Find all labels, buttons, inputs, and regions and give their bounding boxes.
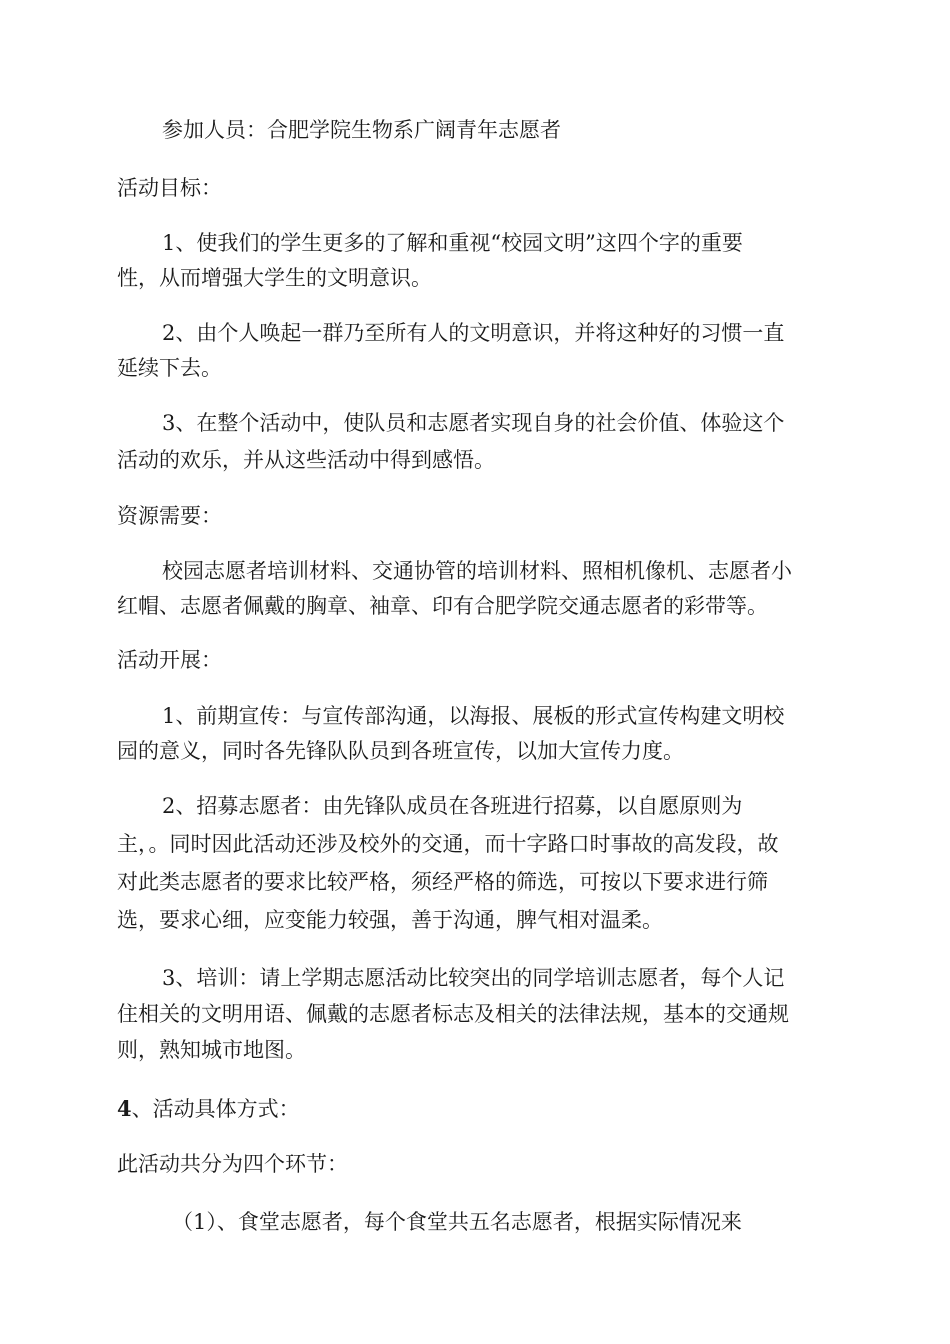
goals-heading: 活动目标：	[117, 176, 222, 200]
goal-2-line-2: 延续下去。	[117, 356, 222, 380]
goal-3-line-2: 活动的欢乐，并从这些活动中得到感悟。	[117, 448, 495, 472]
section-1-line: （1）、食堂志愿者，每个食堂共五名志愿者，根据实际情况来	[172, 1210, 742, 1234]
activity-2-line-2: 主，。同时因此活动还涉及校外的交通，而十字路口时事故的高发段，故	[117, 832, 779, 856]
activity-4-heading	[117, 1090, 300, 1128]
resources-line-1: 校园志愿者培训材料、交通协管的培训材料、照相机像机、志愿者小	[162, 559, 792, 583]
goal-2-line-1: 2、由个人唤起一群乃至所有人的文明意识，并将这种好的习惯一直	[162, 321, 785, 345]
activities-heading: 活动开展：	[117, 648, 222, 672]
participants-line: 参加人员：合肥学院生物系广阔青年志愿者	[162, 118, 561, 142]
activity-2-line-1: 2、招募志愿者：由先锋队成员在各班进行招募，以自愿原则为	[162, 794, 743, 818]
activity-1-line-1: 1、前期宣传：与宣传部沟通，以海报、展板的形式宣传构建文明校	[162, 704, 785, 728]
resources-line-2: 红帽、志愿者佩戴的胸章、袖章、印有合肥学院交通志愿者的彩带等。	[117, 594, 768, 618]
activity-1-line-2: 园的意义，同时各先锋队队员到各班宣传，以加大宣传力度。	[117, 739, 684, 763]
resources-heading: 资源需要：	[117, 504, 222, 528]
activity-3-line-1: 3、培训：请上学期志愿活动比较突出的同学培训志愿者，每个人记	[162, 966, 785, 990]
goal-1-line-2: 性，从而增强大学生的文明意识。	[117, 266, 432, 290]
activity-3-line-2: 住相关的文明用语、佩戴的志愿者标志及相关的法律法规，基本的交通规	[117, 1002, 789, 1026]
sections-intro: 此活动共分为四个环节：	[117, 1152, 348, 1176]
activity-4-number: 4	[117, 1096, 132, 1121]
activity-4-text: 、活动具体方式：	[131, 1097, 300, 1121]
goal-3-line-1: 3、在整个活动中，使队员和志愿者实现自身的社会价值、体验这个	[162, 411, 785, 435]
activity-2-line-4: 选，要求心细，应变能力较强，善于沟通，脾气相对温柔。	[117, 908, 663, 932]
goal-1-line-1: 1、使我们的学生更多的了解和重视“校园文明”这四个字的重要	[162, 231, 743, 255]
activity-2-line-3: 对此类志愿者的要求比较严格，须经严格的筛选，可按以下要求进行筛	[117, 870, 768, 894]
activity-3-line-3: 则，熟知城市地图。	[117, 1038, 306, 1062]
